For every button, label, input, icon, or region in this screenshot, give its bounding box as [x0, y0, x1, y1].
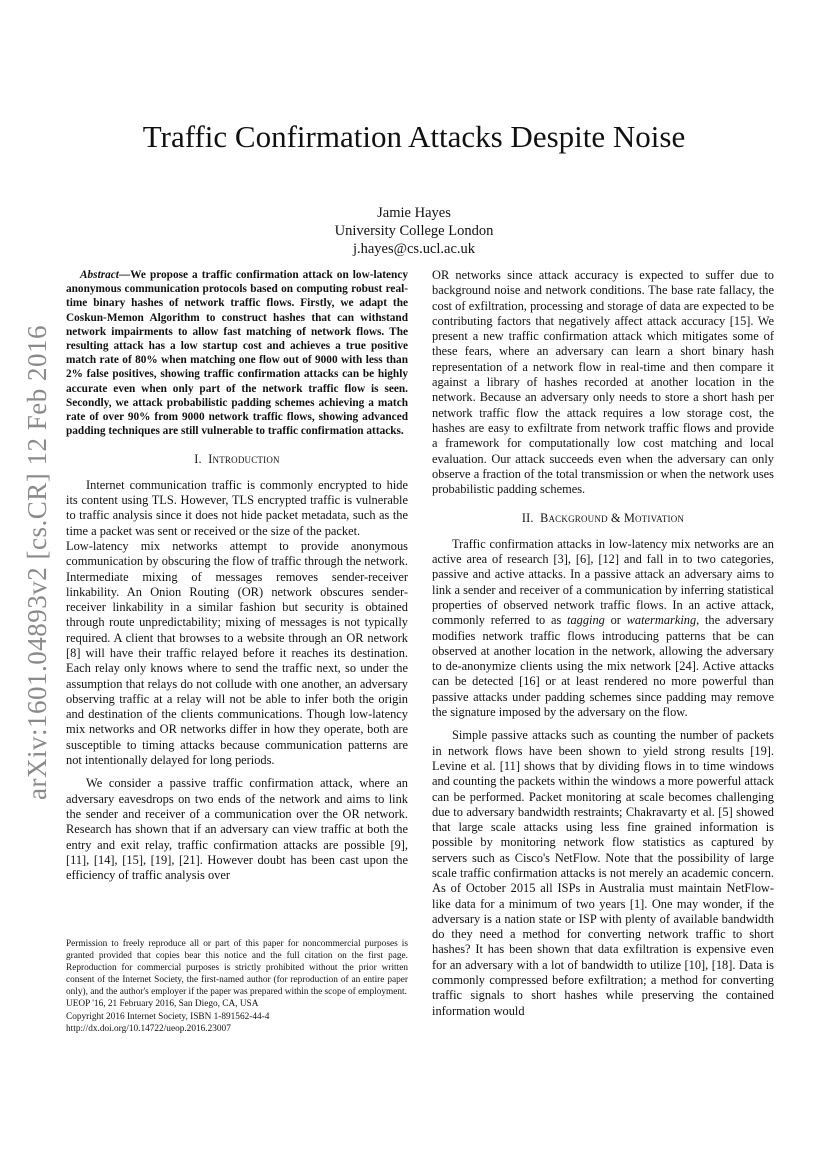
- section-heading-introduction: [66, 452, 408, 467]
- intro-paragraph-2: Low-latency mix networks attempt to provide anonymous communication by obscuring the flow of traffic through the network. Intermediate mixing of messages removes sender-receiver linkability. An Onion Routing (OR) network obscures sender-receiver linkability in a similar fashion but security is obtained through route unpredictability; mixing of messages is not typically required. A client that browses to a website through an OR network [8] will have their traffic relayed before it reaches its destination. Each relay only knows where to send the traffic next, so under the assumption that relays do not collude with one another, an adversary observing traffic at a relay will not be able to infer both the origin and destination of the clients communications. Though low-latency mix networks and OR networks differ in how they operate, both are susceptible to timing attacks because communication patterns are not intentionally delayed for long periods.: [66, 538, 408, 768]
- paper-title: Traffic Confirmation Attacks Despite Noise: [142, 119, 686, 154]
- intro-paragraph-3: We consider a passive traffic confirmation attack, where an adversary eavesdrops on two ends of the network and aims to link the sender and receiver of a communication over the OR network. Research has shown that if an adversary can view traffic at both the entry and exit relay, traffic confirmation attacks are possible [9], [11], [14], [15], [19], [21]. However doubt has been cast upon the efficiency of traffic analysis over: [66, 776, 408, 883]
- author-name: Jamie Hayes: [377, 205, 451, 221]
- venue-line: UEOP '16, 21 February 2016, San Diego, CA, USA: [66, 999, 259, 1010]
- arxiv-identifier: arXiv:1601.04893v2 [cs.CR] 12 Feb 2016: [21, 325, 52, 800]
- author-affiliation: University College London: [334, 223, 494, 239]
- section-number: I.: [194, 452, 202, 467]
- left-column: [66, 268, 408, 883]
- emphasis-watermarking: watermarking: [626, 613, 697, 628]
- abstract: [66, 268, 408, 438]
- section-number: II.: [521, 511, 534, 526]
- permission-notice: Permission to freely reproduce all or part of this paper for noncommercial purposes is granted provided that copies bear this notice and the full citation on the first page. Reproduction for commercial purposes is strictly prohibited without the prior written consent of the Internet Society, the first-named author (for reproduction of an entire paper only), and the author's employer if the paper was prepared within the scope of employment.: [66, 939, 408, 998]
- emphasis-tagging: tagging: [567, 613, 605, 628]
- abstract-label: Abstract: [80, 269, 119, 281]
- abstract-text: —We propose a traffic confirmation attack on low-latency anonymous communication protocols based on computing robust real-time binary hashes of network traffic flows. Firstly, we adapt the Coskun-Memon Algorithm to construct hashes that can withstand network impairments to allow fast matching of network flows. The resulting attack has a low startup cost and achieves a true positive match rate of 80% when matching one flow out of 9000 with less than 2% false positives, showing traffic confirmation attacks can be highly accurate even when only part of the network traffic flow is seen. Secondly, we attack probabilistic padding schemes achieving a match rate of over 90% from 9000 network traffic flows, showing advanced padding techniques are still vulnerable to traffic confirmation attacks.: [66, 269, 408, 438]
- background-paragraph-1: Traffic confirmation attacks in low-latency mix networks are an active area of research [3], [6], [12] and fall in to two categories, passive and active attacks. In a passive attack an adversary aims to link a sender and receiver of a communication by inferring statistical properties of observed network traffic flows. In an active attack, commonly referred to as tagging or watermarking, the adversary modifies network traffic flows introducing patterns that be can observed at another location in the network, allowing the adversary to de-anonymize clients using the mix network [24]. Active attacks can be detected [16] or at least rendered no more powerful than passive attacks under padding schemes since padding may remove the signature imposed by the adversary on the flow.: [432, 536, 774, 720]
- intro-paragraph-1: Internet communication traffic is commonly encrypted to hide its content using TLS. However, TLS encrypted traffic is vulnerable to traffic analysis since it does not hide packet metadata, such as the time a packet was sent or received or the size of the packet.: [66, 477, 408, 538]
- author-block: [0, 204, 828, 258]
- author-email: j.hayes@cs.ucl.ac.uk: [352, 241, 476, 257]
- right-column: [432, 268, 774, 1019]
- background-paragraph-2: Simple passive attacks such as counting the number of packets in network flows have been shown to yield strong results [19]. Levine et al. [11] shows that by dividing flows in to time windows and counting the packets within the windows a more powerful attack can be performed. Packet monitoring at scale becomes challenging due to adversary bandwidth restraints; Chakravarty et al. [5] showed that large scale attacks using less fine grained information is possible by monitoring network flow statistics as captured by servers such as Cisco's NetFlow. Note that the possibility of large scale traffic confirmation attacks is not merely an academic concern. As of October 2015 all ISPs in Australia must maintain NetFlow-like data for a minimum of two years [1]. One may wonder, if the adversary is a nation state or ISP with plenty of available bandwidth do they need a method for converting network traffic to short hashes? It has been shown that data exfiltration is expensive even for an adversary with a lot of bandwidth to utilize [10], [18]. Data is commonly compressed before exfiltration; a method for converting traffic signals to short hashes while preserving the contained information would: [432, 728, 774, 1018]
- section-heading-background: [432, 511, 774, 526]
- section-title: Background & Motivation: [540, 511, 685, 526]
- section-title: Introduction: [208, 452, 280, 467]
- doi-link[interactable]: http://dx.doi.org/10.14722/ueop.2016.23007: [66, 1023, 231, 1034]
- intro-paragraph-4: OR networks since attack accuracy is expected to suffer due to background noise and network conditions. The base rate fallacy, the cost of exfiltration, processing and storage of data are expected to be contributing factors that negatively affect attack accuracy [15]. We present a new traffic confirmation attack which mitigates some of these fears, where an adversary can learn a short binary hash representation of a network flow in real-time and then compare it against a library of hashes recorded at another location in the network. Because an adversary only needs to store a short hash per network traffic flow the attack requires a low storage cost, the hashes are easy to exfiltrate from network traffic flows and provide a framework for computationally low cost matching and local evaluation. Our attack succeeds even when the adversary can only observe a fraction of the total transmission or when the network uses probabilistic padding schemes.: [432, 268, 774, 497]
- copyright-footnote: [66, 938, 408, 1035]
- copyright-line: Copyright 2016 Internet Society, ISBN 1-891562-44-4: [66, 1011, 270, 1022]
